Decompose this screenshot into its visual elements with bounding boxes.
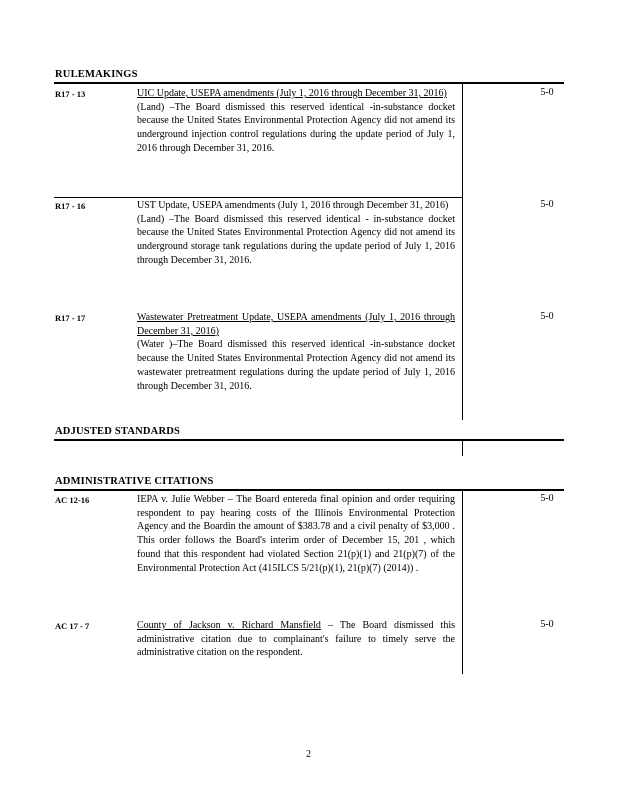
rulemakings-heading: RULEMAKINGS: [55, 69, 138, 80]
case-caption: UIC Update, USEPA amendments (July 1, 2016 through December 31, 2016): [137, 88, 447, 99]
page-number: 2: [306, 749, 311, 760]
docket-number: AC 17 - 7: [55, 621, 90, 631]
case-caption: County of Jackson v. Richard Mansfield: [137, 620, 321, 631]
adjusted-standards-rule: [54, 439, 564, 441]
case-summary: (Water )–The Board dismissed this reserved identical -in-substance docket because the United States Environmental Protection Agency did not amend its wastewater pretreatment regulations during the update period of July 1, 2016 through December 31, 2016.: [137, 339, 455, 392]
case-summary: (Land) –The Board dismissed this reserved identical - in-substance docket because the United States Environmental Protection Agency did not amend its underground storage tank regulations during the update period of July 1, 2016 through December 31, 2016.: [137, 213, 455, 266]
docket-number: R17 - 13: [55, 89, 86, 99]
citation-entry: [137, 619, 455, 660]
administrative-citations-column-divider: [462, 491, 463, 674]
case-summary: – The Board dismissed this administrative citation due to complainant's failure to timely serve the administrative citation on the respondent.: [137, 620, 455, 659]
docket-number: AC 12-16: [55, 495, 90, 505]
adjusted-standards-column-divider: [462, 441, 463, 456]
rulemakings-rule: [54, 82, 564, 84]
adjusted-standards-heading: ADJUSTED STANDARDS: [55, 426, 181, 437]
case-caption: IEPA v. Julie Webber: [137, 494, 225, 505]
administrative-citations-rule: [54, 489, 564, 491]
rulemaking-entry: [137, 87, 455, 156]
rulemaking-entry: [137, 311, 455, 393]
case-caption: Wastewater Pretreatment Update, USEPA amendments (July 1, 2016 through December 31, 2016): [137, 312, 455, 337]
case-caption: UST Update, USEPA amendments (July 1, 2016 through December 31, 2016): [137, 200, 449, 211]
row-separator: [54, 197, 463, 198]
docket-number: R17 - 17: [55, 313, 86, 323]
vote-tally: 5-0: [540, 493, 554, 504]
vote-tally: 5-0: [540, 87, 554, 98]
rulemaking-entry: [137, 199, 455, 268]
case-summary: (Land) –The Board dismissed this reserved identical -in-substance docket because the United States Environmental Protection Agency did not amend its underground injection control regulations during the update period of July 1, 2016 through December 31, 2016.: [137, 101, 455, 154]
citation-entry: [137, 493, 455, 575]
case-summary: – The Board entereda final opinion and order requiring respondent to pay hearing costs of the Illinois Environmental Protection Agency and the Boardin the amount of $383.78 and a civil penalty of $3,000 . This order follows the Board's interim order of December 15, 201 , which found that this respondent had violated Section 21(p)(1) and 21(p)(7) of the Environmental Protection Act (415ILCS 5/21(p)(1), 21(p)(7) (2014)) .: [137, 494, 455, 574]
rulemakings-column-divider: [462, 84, 463, 420]
docket-number: R17 - 16: [55, 201, 86, 211]
administrative-citations-heading: ADMINISTRATIVE CITATIONS: [55, 476, 214, 487]
vote-tally: 5-0: [540, 619, 554, 630]
vote-tally: 5-0: [540, 311, 554, 322]
vote-tally: 5-0: [540, 199, 554, 210]
